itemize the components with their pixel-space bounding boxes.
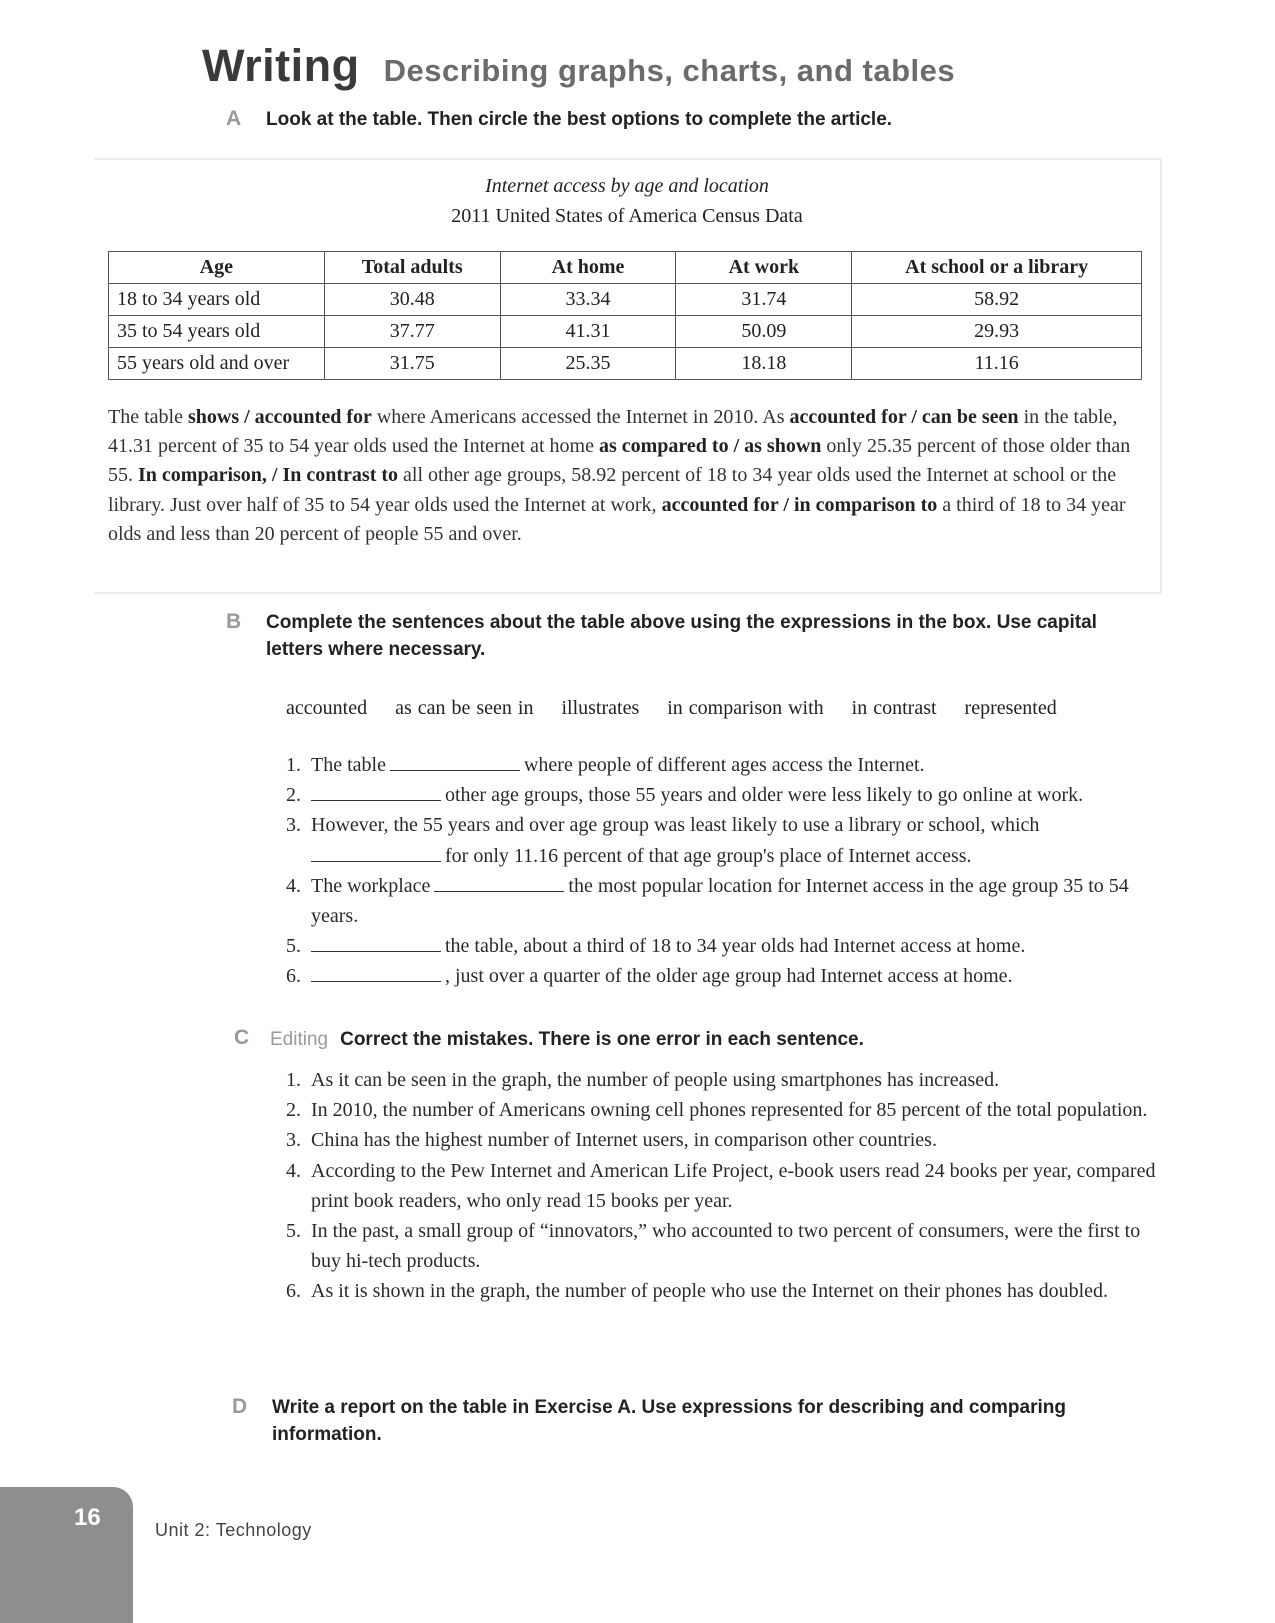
value-cell: 41.31 <box>500 316 676 348</box>
word-box-item: accounted <box>286 697 368 719</box>
table-title: Internet access by age and location <box>485 175 769 197</box>
sentence-text: In the past, a small group of “innovators,” who accounted to two percent of consumers, were the first to buy hi-tech products. <box>311 1220 1141 1273</box>
exercise-d-instruction: Write a report on the table in Exercise A. Use expressions for describing and comparing information. <box>272 1397 1066 1445</box>
list-item <box>286 1095 1166 1125</box>
word-box-item: illustrates <box>561 697 640 719</box>
list-item <box>286 750 1166 780</box>
age-cell: 55 years old and over <box>109 348 325 380</box>
sentence-post: the table, about a third of 18 to 34 year olds had Internet access at home. <box>445 935 1026 958</box>
table-row <box>109 284 1142 316</box>
item-number: 6. <box>286 965 301 988</box>
answer-blank[interactable] <box>311 950 441 952</box>
article-segment: all other age groups, 58.92 percent of 18 to 34 year olds used the Internet at school or the library. Just over half of 35 to 54 year olds used the Internet at work, <box>108 464 1117 516</box>
page-subtitle: Describing graphs, charts, and tables <box>383 53 956 88</box>
list-item <box>286 810 1166 870</box>
exercise-c-sentences <box>286 1065 1166 1307</box>
value-cell: 37.77 <box>324 316 500 348</box>
item-number: 2. <box>286 1099 301 1122</box>
sentence-post: where people of different ages access the Internet. <box>523 754 925 776</box>
value-cell: 50.09 <box>676 316 852 348</box>
word-box-item: in contrast <box>851 697 937 719</box>
list-item <box>286 1216 1166 1276</box>
value-cell: 25.35 <box>500 348 676 380</box>
column-header: At work <box>676 252 852 284</box>
exercise-c-letter: C <box>234 1026 250 1049</box>
word-box <box>286 697 1057 720</box>
item-number: 6. <box>286 1280 301 1303</box>
word-box-item: as can be seen in <box>395 697 534 719</box>
column-header: Age <box>109 252 325 284</box>
word-box-item: represented <box>964 697 1057 719</box>
answer-blank[interactable] <box>434 890 564 892</box>
item-number: 1. <box>286 754 301 776</box>
option-pair[interactable]: shows / accounted for <box>187 406 372 428</box>
editing-label: Editing <box>270 1029 329 1050</box>
list-item <box>286 931 1166 961</box>
exercise-c-heading <box>270 1026 1150 1053</box>
value-cell: 58.92 <box>852 284 1142 316</box>
exercise-d-letter: D <box>232 1395 248 1418</box>
sentence-text: China has the highest number of Internet users, in comparison other countries. <box>311 1129 937 1152</box>
column-header: Total adults <box>324 252 500 284</box>
sentence-text: In 2010, the number of Americans owning cell phones represented for 85 percent of the total population. <box>311 1099 1148 1122</box>
list-item <box>286 961 1166 991</box>
value-cell: 33.34 <box>500 284 676 316</box>
list-item <box>286 780 1166 810</box>
page-number: 16 <box>74 1504 101 1531</box>
exercise-b-letter: B <box>226 610 242 633</box>
option-pair[interactable]: In comparison, / In contrast to <box>138 464 399 487</box>
list-item <box>286 871 1166 931</box>
item-number: 5. <box>286 1220 301 1243</box>
sentence-post: , just over a quarter of the older age group had Internet access at home. <box>445 965 1013 988</box>
table-subtitle: 2011 United States of America Census Data <box>451 205 803 227</box>
list-item <box>286 1125 1166 1155</box>
exercise-b-sentences <box>286 750 1166 992</box>
word-box-item: in comparison with <box>667 697 824 719</box>
column-header: At school or a library <box>852 252 1142 284</box>
article-text <box>108 403 1148 549</box>
footer-unit: Unit 2: Technology <box>155 1520 312 1540</box>
option-pair[interactable]: accounted for / in comparison to <box>661 493 938 516</box>
sentence-pre: However, the 55 years and over age group was least likely to use a library or school, which <box>311 814 1040 837</box>
exercise-a-letter: A <box>226 107 242 130</box>
list-item <box>286 1156 1166 1216</box>
page-header <box>202 40 955 92</box>
sentence-post: the most popular location for Internet access in the age group 35 to 54 years. <box>311 874 1129 928</box>
answer-blank[interactable] <box>311 799 441 801</box>
sentence-text: According to the Pew Internet and American Life Project, e-book users read 24 books per year, compared print book readers, who only read 15 books per year. <box>311 1159 1156 1212</box>
article-segment: a third of 18 to 34 year olds and less than 20 percent of people 55 and over. <box>108 493 1126 545</box>
item-number: 2. <box>286 784 301 807</box>
value-cell: 30.48 <box>324 284 500 316</box>
exercise-a-instruction: Look at the table. Then circle the best options to complete the article. <box>266 109 893 130</box>
list-item <box>286 1276 1166 1306</box>
internet-access-table <box>108 251 1142 380</box>
table-header-row <box>109 252 1142 284</box>
age-cell: 18 to 34 years old <box>109 284 325 316</box>
item-number: 4. <box>286 874 301 897</box>
value-cell: 31.74 <box>676 284 852 316</box>
item-number: 3. <box>286 1129 301 1152</box>
item-number: 3. <box>286 814 301 837</box>
list-item <box>286 1065 1166 1095</box>
article-segment: The table <box>108 406 188 428</box>
option-pair[interactable]: accounted for / can be seen <box>789 406 1019 428</box>
sentence-pre: The table <box>311 754 386 776</box>
table-row <box>109 316 1142 348</box>
table-row <box>109 348 1142 380</box>
exercise-c-instruction: Correct the mistakes. There is one error in each sentence. <box>340 1029 864 1050</box>
article-segment: only 25.35 percent of those older than 55. <box>108 435 1131 487</box>
answer-blank[interactable] <box>311 980 441 982</box>
column-header: At home <box>500 252 676 284</box>
sentence-post: for only 11.16 percent of that age group's place of Internet access. <box>445 844 972 867</box>
value-cell: 31.75 <box>324 348 500 380</box>
article-segment: where Americans accessed the Internet in 2010. As <box>371 406 790 428</box>
value-cell: 29.93 <box>852 316 1142 348</box>
answer-blank[interactable] <box>390 769 520 771</box>
answer-blank[interactable] <box>311 860 441 862</box>
sentence-pre: The workplace <box>311 874 431 897</box>
item-number: 4. <box>286 1159 301 1182</box>
article-segment: in the table, 41.31 percent of 35 to 54 year olds used the Internet at home <box>108 406 1118 458</box>
page-title: Writing <box>202 40 360 91</box>
exercise-b-instruction: Complete the sentences about the table above using the expressions in the box. Use capital letters where necessary. <box>266 612 1097 660</box>
sentence-text: As it can be seen in the graph, the number of people using smartphones has increased. <box>311 1069 1000 1091</box>
page-number-tab <box>0 1487 133 1623</box>
sentence-text: As it is shown in the graph, the number of people who use the Internet on their phones has doubled. <box>311 1280 1109 1303</box>
item-number: 5. <box>286 935 301 958</box>
value-cell: 18.18 <box>676 348 852 380</box>
age-cell: 35 to 54 years old <box>109 316 325 348</box>
value-cell: 11.16 <box>852 348 1142 380</box>
item-number: 1. <box>286 1069 301 1091</box>
sentence-post: other age groups, those 55 years and older were less likely to go online at work. <box>445 784 1084 807</box>
option-pair[interactable]: as compared to / as shown <box>598 435 822 458</box>
